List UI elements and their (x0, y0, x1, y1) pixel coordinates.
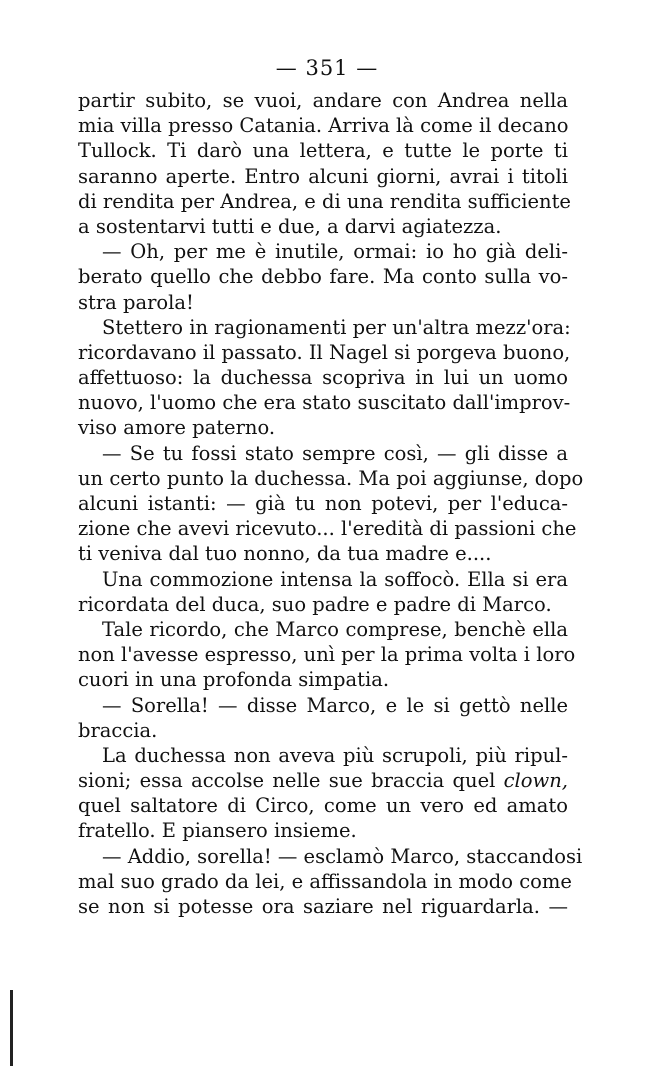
text-line: ricordata del duca, suo padre e padre di Marco. (78, 592, 552, 616)
text-line: ti veniva dal tuo nonno, da tua madre e.... (78, 542, 492, 566)
text-line: Tale ricordo, che Marco comprese, benchè ella (102, 617, 568, 641)
text-line: stra parola! (78, 290, 194, 314)
text-line: — Se tu fossi stato sempre così, — gli disse a (102, 441, 568, 465)
text-line: affettuoso: la duchessa scopriva in lui un uomo (78, 366, 568, 390)
text-line: Una commozione intensa la soffocò. Ella si era (102, 567, 568, 591)
text-line: a sostentarvi tutti e due, a darvi agiatezza. (78, 214, 502, 238)
text-line: mal suo grado da lei, e affissandola in modo come (78, 869, 572, 893)
text-line: ricordavano il passato. Il Nagel si porgeva buono, (78, 340, 571, 364)
text-line: viso amore paterno. (78, 416, 276, 440)
text-line: fratello. E piansero insieme. (78, 819, 357, 843)
text-line: braccia. (78, 718, 158, 742)
text-line: La duchessa non aveva più scrupoli, più ripul- (102, 743, 568, 767)
page-number: — 351 — (275, 56, 379, 80)
italic-word: clown, (503, 769, 568, 793)
body-text (78, 88, 584, 919)
text-line: — Oh, per me è inutile, ormai: io ho già deli- (102, 240, 568, 264)
page-edge-mark (10, 990, 13, 1066)
text-line: un certo punto la duchessa. Ma poi aggiunse, dopo (78, 466, 584, 490)
text-line: zione che avevi ricevuto... l'eredità di passioni che (78, 517, 577, 541)
text-line: nuovo, l'uomo che era stato suscitato dall'improv- (78, 391, 571, 415)
text-line: cuori in una profonda simpatia. (78, 668, 390, 692)
text-line: di rendita per Andrea, e di una rendita sufficiente (78, 189, 571, 213)
text-line: Tullock. Ti darò una lettera, e tutte le porte ti (78, 139, 568, 163)
text-line: alcuni istanti: — già tu non potevi, per l'educa- (78, 492, 568, 515)
text-line: se non si potesse ora saziare nel riguardarla. — (78, 895, 568, 918)
text-line: quel saltatore di Circo, come un vero ed amato (78, 794, 568, 818)
text-line: sioni; essa accolse nelle sue braccia quel clown, (78, 769, 568, 793)
text-line: — Addio, sorella! — esclamò Marco, staccandosi (102, 844, 583, 868)
text-line: mia villa presso Catania. Arriva là come il decano (78, 114, 569, 138)
text-line: Stettero in ragionamenti per un'altra mezz'ora: (102, 315, 571, 339)
text-line: partir subito, se vuoi, andare con Andrea nella (78, 89, 568, 112)
text-line: berato quello che debbo fare. Ma conto sulla vo- (78, 265, 568, 289)
text-line: non l'avesse espresso, unì per la prima volta i loro (78, 643, 576, 667)
text-line: saranno aperte. Entro alcuni giorni, avrai i titoli (78, 164, 568, 188)
text-line: — Sorella! — disse Marco, e le si gettò nelle (102, 693, 568, 717)
